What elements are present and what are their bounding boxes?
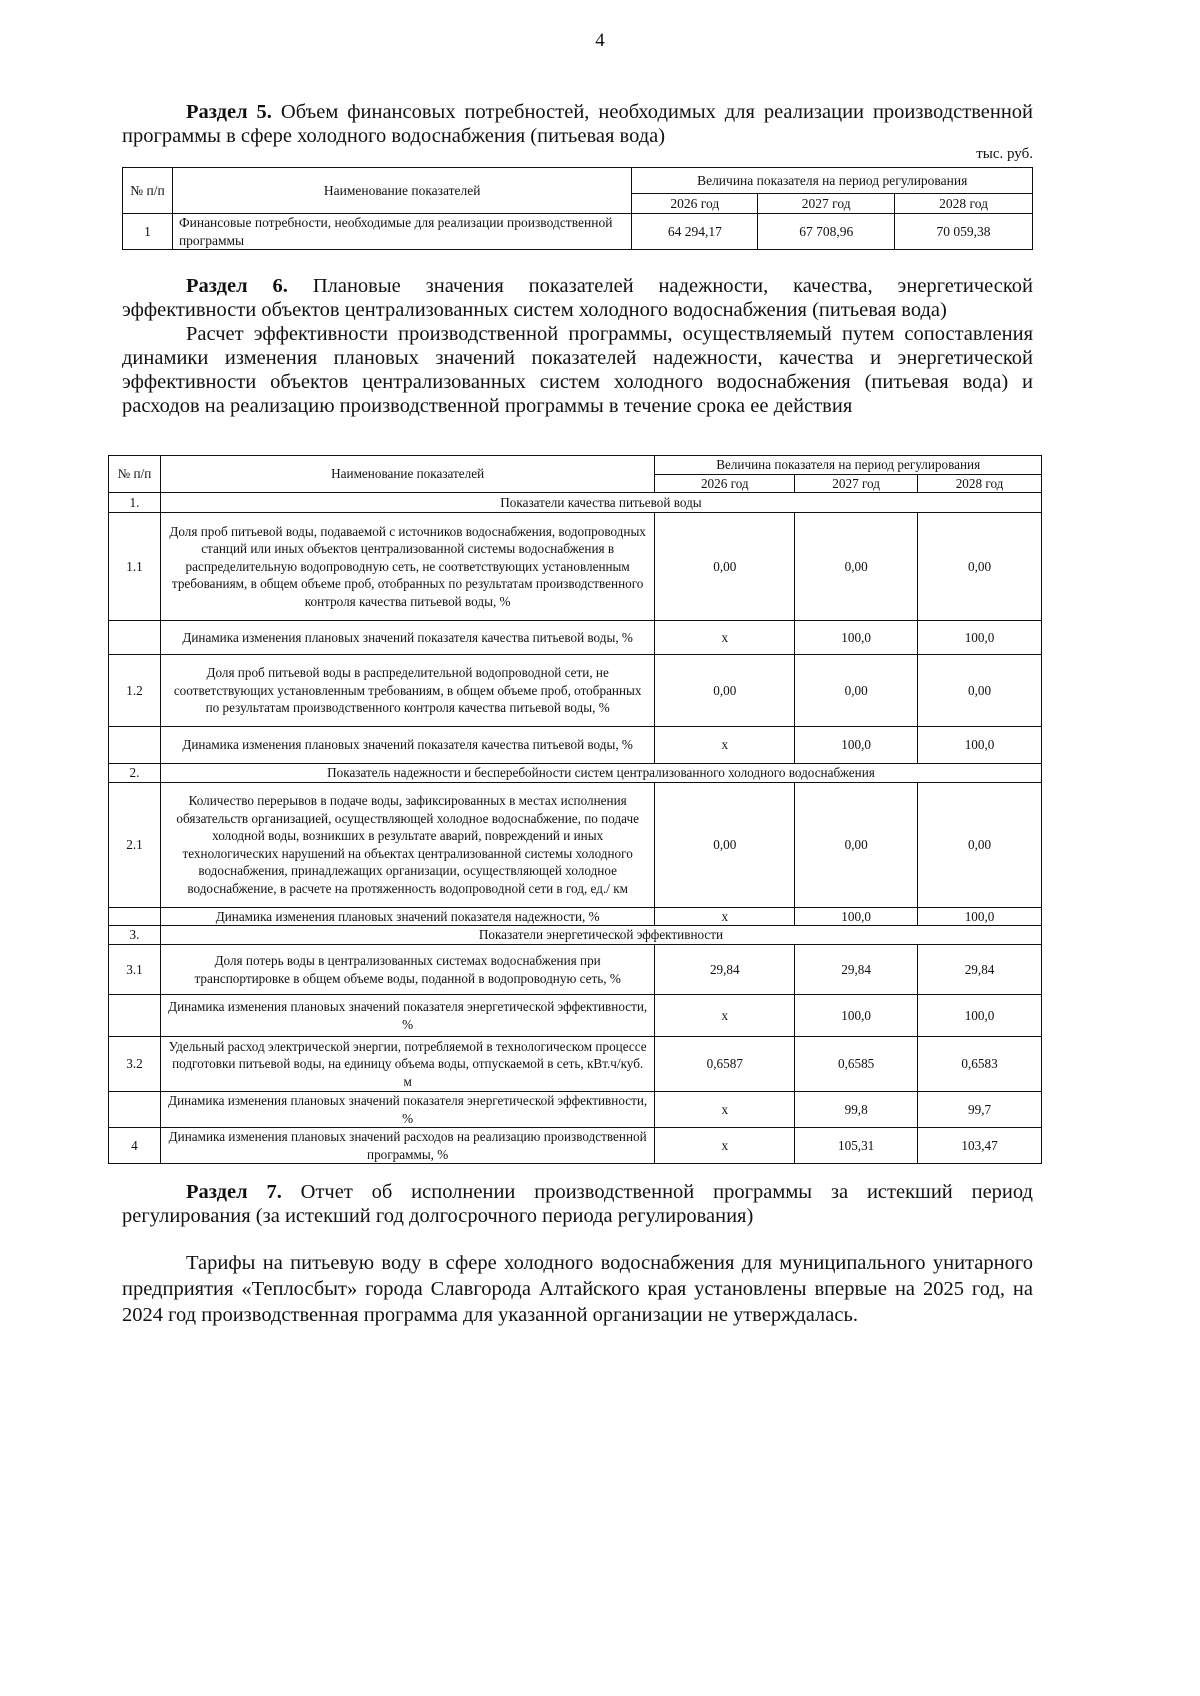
row-value: 100,0 xyxy=(918,907,1042,926)
row-value: 64 294,17 xyxy=(632,214,758,250)
section-title: Показатель надежности и бесперебойности систем централизованного холодного водоснабжения xyxy=(160,764,1041,783)
row-number xyxy=(109,907,161,926)
row-value: 0,00 xyxy=(655,782,795,907)
table-row xyxy=(109,513,1042,621)
row-value: 0,6587 xyxy=(655,1037,795,1092)
row-number xyxy=(109,621,161,655)
row-value: 70 059,38 xyxy=(895,214,1033,250)
row-number: 1.1 xyxy=(109,513,161,621)
row-number: 3. xyxy=(109,926,161,945)
row-value: 0,00 xyxy=(795,513,918,621)
table-row xyxy=(109,1037,1042,1092)
section6-text: Расчет эффективности производственной программы, осуществляемый путем сопоставления динамики изменения плановых значений показателей надежности, качества и энергетической эффективности объектов централизованных систем холодного водоснабжения (питьевая вода) и расходов на реализацию производственной программы в течение срока ее действия xyxy=(122,323,1033,417)
row-value: 100,0 xyxy=(918,727,1042,764)
year-header: 2026 год xyxy=(655,474,795,493)
section7-title: Отчет об исполнении производственной программы за истекший период регулирования (за истекший год долгосрочного периода регулирования) xyxy=(122,1181,1033,1227)
section-row xyxy=(109,493,1042,513)
row-value: x xyxy=(655,907,795,926)
year-header: 2027 год xyxy=(795,474,918,493)
col-name-header: Наименование показателей xyxy=(160,456,654,493)
row-value: x xyxy=(655,727,795,764)
year-header: 2028 год xyxy=(918,474,1042,493)
row-number: 2. xyxy=(109,764,161,783)
row-number xyxy=(109,727,161,764)
col-no-header: № п/п xyxy=(123,168,173,214)
row-value: x xyxy=(655,995,795,1037)
row-value: 0,00 xyxy=(918,513,1042,621)
row-value: x xyxy=(655,621,795,655)
row-value: 29,84 xyxy=(655,945,795,995)
row-value: 0,6583 xyxy=(918,1037,1042,1092)
section5-title: Объем финансовых потребностей, необходимых для реализации производственной программы в сфере холодного водоснабжения (питьевая вода) xyxy=(122,101,1034,147)
row-name: Динамика изменения плановых значений расходов на реализацию производственной программы, % xyxy=(160,1128,654,1164)
row-name: Динамика изменения плановых значений показателя качества питьевой воды, % xyxy=(160,727,654,764)
row-value: 0,00 xyxy=(795,655,918,727)
financial-needs-table xyxy=(122,167,1033,250)
table-row xyxy=(109,655,1042,727)
row-value: 105,31 xyxy=(795,1128,918,1164)
table-row xyxy=(109,995,1042,1037)
section6-heading xyxy=(122,274,1033,322)
page-number: 4 xyxy=(595,30,605,51)
row-value: 100,0 xyxy=(795,727,918,764)
row-value: 103,47 xyxy=(918,1128,1042,1164)
row-value: 0,00 xyxy=(918,782,1042,907)
year-header: 2027 год xyxy=(758,194,895,214)
col-value-header: Величина показателя на период регулирования xyxy=(632,168,1033,194)
row-value: 100,0 xyxy=(795,621,918,655)
col-name-header: Наименование показателей xyxy=(172,168,631,214)
table-row xyxy=(109,945,1042,995)
row-name: Удельный расход электрической энергии, потребляемой в технологическом процессе подготовки питьевой воды, на единицу объема воды, отпускаемой в сеть, кВт.ч/куб. м xyxy=(160,1037,654,1092)
row-value: 100,0 xyxy=(795,907,918,926)
section5-label: Раздел 5. xyxy=(186,101,272,123)
row-number: 3.2 xyxy=(109,1037,161,1092)
table-row xyxy=(109,907,1042,926)
row-number: 4 xyxy=(109,1128,161,1164)
section-title: Показатели качества питьевой воды xyxy=(160,493,1041,513)
section6-label: Раздел 6. xyxy=(186,275,288,297)
row-value: 0,6585 xyxy=(795,1037,918,1092)
section-row xyxy=(109,764,1042,783)
row-number: 3.1 xyxy=(109,945,161,995)
row-name: Динамика изменения плановых значений показателя качества питьевой воды, % xyxy=(160,621,654,655)
col-no-header: № п/п xyxy=(109,456,161,493)
row-value: x xyxy=(655,1092,795,1128)
row-number xyxy=(109,1092,161,1128)
row-name: Динамика изменения плановых значений показателя энергетической эффективности, % xyxy=(160,995,654,1037)
section-title: Показатели энергетической эффективности xyxy=(160,926,1041,945)
table-row xyxy=(109,1092,1042,1128)
section7-heading xyxy=(122,1180,1033,1228)
row-name: Доля проб питьевой воды, подаваемой с источников водоснабжения, водопроводных станций или иных объектов централизованной системы водоснабжения в распределительную водопроводную сеть, не соответствующих установленным требованиям, в общем объеме проб, отобранных по результатам производственного контроля качества питьевой воды, % xyxy=(160,513,654,621)
table-row xyxy=(109,782,1042,907)
row-number: 1.2 xyxy=(109,655,161,727)
row-value: 0,00 xyxy=(655,655,795,727)
row-value: x xyxy=(655,1128,795,1164)
row-number xyxy=(109,995,161,1037)
row-value: 99,8 xyxy=(795,1092,918,1128)
row-value: 67 708,96 xyxy=(758,214,895,250)
table-row xyxy=(109,621,1042,655)
row-value: 99,7 xyxy=(918,1092,1042,1128)
row-number: 2.1 xyxy=(109,782,161,907)
section7-label: Раздел 7. xyxy=(186,1181,282,1203)
row-name: Доля потерь воды в централизованных системах водоснабжения при транспортировке в общем объеме воды, поданной в водопроводную сеть, % xyxy=(160,945,654,995)
row-value: 0,00 xyxy=(795,782,918,907)
row-number: 1 xyxy=(123,214,173,250)
row-value: 100,0 xyxy=(918,995,1042,1037)
table-row xyxy=(123,214,1033,250)
unit-label: тыс. руб. xyxy=(976,146,1033,162)
year-header: 2028 год xyxy=(895,194,1033,214)
year-header: 2026 год xyxy=(632,194,758,214)
section-row xyxy=(109,926,1042,945)
row-name: Динамика изменения плановых значений показателя надежности, % xyxy=(160,907,654,926)
row-value: 0,00 xyxy=(655,513,795,621)
row-name: Доля проб питьевой воды в распределительной водопроводной сети, не соответствующих установленным требованиям, в общем объеме проб, отобранных по результатам производственного контроля качества питьевой воды, % xyxy=(160,655,654,727)
section7-text: Тарифы на питьевую воду в сфере холодного водоснабжения для муниципального унитарного предприятия «Теплосбыт» города Славгорода Алтайского края установлены впервые на 2025 год, на 2024 год производственная программа для указанной организации не утверждалась. xyxy=(122,1252,1033,1326)
table-row xyxy=(109,727,1042,764)
row-value: 100,0 xyxy=(795,995,918,1037)
row-name: Финансовые потребности, необходимые для реализации производственной программы xyxy=(172,214,631,250)
indicators-table xyxy=(108,455,1042,1164)
table-row xyxy=(109,1128,1042,1164)
row-value: 29,84 xyxy=(918,945,1042,995)
section5-heading xyxy=(122,100,1033,148)
section6-title: Плановые значения показателей надежности, качества, энергетической эффективности объектов централизованных систем холодного водоснабжения (питьевая вода) xyxy=(122,275,1033,321)
row-name: Количество перерывов в подаче воды, зафиксированных в местах исполнения обязательств организацией, осуществляющей холодное водоснабжение, по подаче холодной воды, возникших в результате аварий, повреждений и иных технологических нарушений на объектах централизованной системы холодного водоснабжения, принадлежащих организации, осуществляющей холодное водоснабжение, в расчете на протяженность водопроводной сети в год, ед./ км xyxy=(160,782,654,907)
row-number: 1. xyxy=(109,493,161,513)
row-value: 29,84 xyxy=(795,945,918,995)
row-value: 0,00 xyxy=(918,655,1042,727)
row-value: 100,0 xyxy=(918,621,1042,655)
col-value-header: Величина показателя на период регулирования xyxy=(655,456,1042,475)
row-name: Динамика изменения плановых значений показателя энергетической эффективности, % xyxy=(160,1092,654,1128)
